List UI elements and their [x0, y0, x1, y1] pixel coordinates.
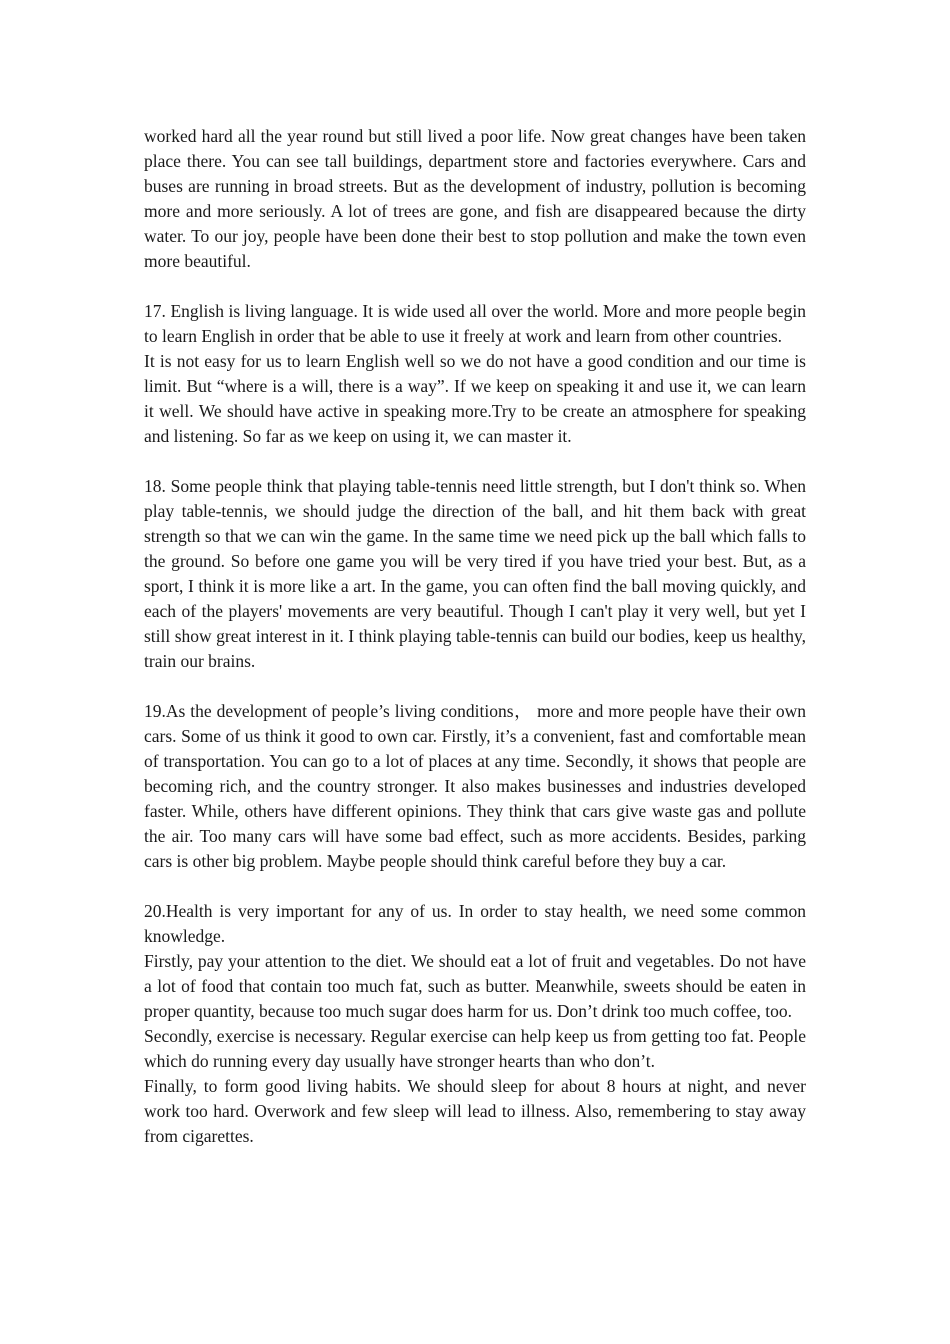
paragraph-gap: [144, 274, 806, 299]
paragraph-18: 18. Some people think that playing table-tennis need little strength, but I don't think so. When play table-tennis, we should judge the direction of the ball, and hit them back with great strength so that we can win the game. In the same time we need pick up the ball which falls to the ground. So before one game you will be very tired if you have tried your best. But, as a sport, I think it is more like a art. In the game, you can often find the ball moving quickly, and each of the players' movements are very beautiful. Though I can't play it very well, but yet I still show great interest in it. I think playing table-tennis can build our bodies, keep us healthy, train our brains.: [144, 476, 806, 671]
paragraph-gap: [144, 874, 806, 899]
paragraph-20-diet: Firstly, pay your attention to the diet. We should eat a lot of fruit and vegetables. Do not have a lot of food that contain too much fat, such as butter. Meanwhile, sweets should be eaten in proper quantity, because too much sugar does harm for us. Don’t drink too much coffee, too.: [144, 951, 806, 1021]
paragraph-gap: [144, 674, 806, 699]
document-page: [144, 124, 806, 1149]
paragraph-16-continuation: worked hard all the year round but still lived a poor life. Now great changes have been taken place there. You can see tall buildings, department store and factories everywhere. Cars and buses are running in broad streets. But as the development of industry, pollution is becoming more and more seriously. A lot of trees are gone, and fish are disappeared because the dirty water. To our joy, people have been done their best to stop pollution and make the town even more beautiful.: [144, 126, 806, 271]
paragraph-20-exercise: Secondly, exercise is necessary. Regular exercise can help keep us from getting too fat. People which do running every day usually have stronger hearts than who don’t.: [144, 1026, 806, 1071]
paragraph-20-intro: 20.Health is very important for any of us. In order to stay health, we need some common knowledge.: [144, 901, 806, 946]
paragraph-20-habits: Finally, to form good living habits. We should sleep for about 8 hours at night, and never work too hard. Overwork and few sleep will lead to illness. Also, remembering to stay away from cigarettes.: [144, 1076, 806, 1146]
paragraph-gap: [144, 449, 806, 474]
paragraph-17-body: It is not easy for us to learn English well so we do not have a good condition and our time is limit. But “where is a will, there is a way”. If we keep on speaking it and use it, we can learn it well. We should have active in speaking more.Try to be create an atmosphere for speaking and listening. So far as we keep on using it, we can master it.: [144, 351, 806, 446]
paragraph-17-intro: 17. English is living language. It is wide used all over the world. More and more people begin to learn English in order that be able to use it freely at work and learn from other countries.: [144, 301, 806, 346]
paragraph-19: 19.As the development of people’s living conditions， more and more people have their own cars. Some of us think it good to own car. Firstly, it’s a convenient, fast and comfortable mean of transportation. You can go to a lot of places at any time. Secondly, it shows that people are becoming rich, and the country stronger. It also makes businesses and industries developed faster. While, others have different opinions. They think that cars give waste gas and pollute the air. Too many cars will have some bad effect, such as more accidents. Besides, parking cars is other big problem. Maybe people should think careful before they buy a car.: [144, 701, 806, 871]
